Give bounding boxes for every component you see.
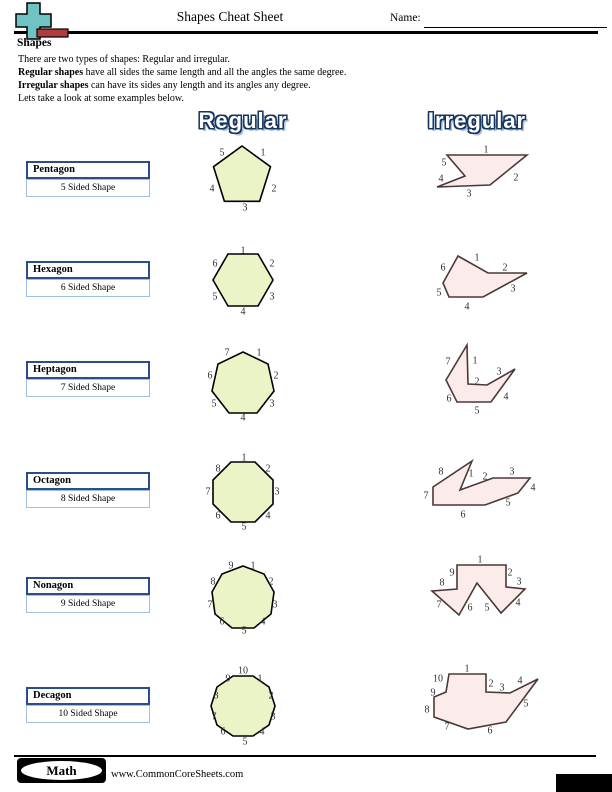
regular-decagon-side-number: 3 — [270, 711, 276, 723]
intro-line-2-bold: Regular shapes — [18, 67, 84, 78]
irregular-nonagon-side-number: 6 — [467, 602, 473, 614]
irregular-octagon-side-number: 7 — [423, 490, 429, 502]
irregular-heptagon-side-number: 5 — [474, 405, 480, 417]
regular-nonagon-side-number: 8 — [210, 576, 216, 588]
irregular-nonagon-side-number: 9 — [449, 567, 455, 579]
regular-octagon-side-number: 1 — [241, 452, 247, 464]
regular-heptagon-shape — [212, 352, 274, 413]
regular-hexagon-shape — [213, 254, 273, 306]
intro-line-3-rest: can have its sides any length and its angles any degree. — [88, 80, 311, 91]
regular-decagon-side-number: 4 — [259, 726, 265, 738]
irregular-heptagon-side-number: 6 — [446, 393, 452, 405]
irregular-nonagon-side-number: 1 — [477, 554, 483, 566]
website-url: www.CommonCoreSheets.com — [111, 769, 244, 780]
irregular-decagon-side-number: 4 — [517, 675, 523, 687]
regular-octagon-side-number: 2 — [265, 463, 271, 475]
regular-pentagon-side-number: 1 — [260, 147, 266, 159]
irregular-nonagon-side-number: 7 — [436, 599, 442, 611]
regular-nonagon-side-number: 1 — [250, 560, 256, 572]
regular-pentagon-side-number: 3 — [242, 202, 248, 214]
shape-name-nonagon: Nonagon — [26, 577, 150, 595]
regular-nonagon-side-number: 3 — [272, 599, 278, 611]
irregular-decagon-side-number: 7 — [444, 721, 450, 733]
regular-hexagon-side-number: 1 — [240, 245, 246, 257]
regular-heptagon-side-number: 3 — [269, 398, 275, 410]
regular-octagon-side-number: 5 — [241, 521, 247, 533]
regular-decagon-side-number: 1 — [257, 673, 263, 685]
subject-badge-ellipse — [21, 761, 102, 780]
irregular-heptagon-side-number: 3 — [496, 366, 502, 378]
regular-heptagon-side-number: 6 — [207, 370, 213, 382]
regular-nonagon-side-number: 6 — [219, 616, 225, 628]
irregular-pentagon-side-number: 5 — [441, 157, 447, 169]
shape-name-octagon: Octagon — [26, 472, 150, 490]
irregular-nonagon-side-number: 8 — [439, 577, 445, 589]
intro-line-4: Lets take a look at some examples below. — [18, 93, 184, 104]
name-label: Name: — [390, 12, 421, 24]
irregular-hexagon-side-number: 3 — [510, 283, 516, 295]
irregular-octagon-side-number: 2 — [482, 471, 488, 483]
regular-heptagon-side-number: 1 — [256, 347, 262, 359]
shape-subtitle-decagon: 10 Sided Shape — [26, 705, 150, 723]
regular-octagon-side-number: 4 — [265, 510, 271, 522]
subject-badge-label: Math — [46, 762, 77, 778]
regular-hexagon-side-number: 2 — [269, 258, 275, 270]
regular-hexagon-side-number: 4 — [240, 306, 246, 318]
irregular-decagon-side-number: 6 — [487, 725, 493, 737]
shape-name-hexagon: Hexagon — [26, 261, 150, 279]
irregular-decagon-side-number: 10 — [433, 673, 443, 685]
irregular-nonagon-side-number: 5 — [484, 602, 490, 614]
irregular-decagon-side-number: 9 — [430, 687, 436, 699]
regular-decagon-side-number: 5 — [242, 736, 248, 748]
irregular-nonagon-side-number: 4 — [515, 597, 521, 609]
page-title: Shapes Cheat Sheet — [176, 9, 284, 24]
irregular-pentagon-side-number: 4 — [438, 173, 444, 185]
shape-subtitle-octagon: 8 Sided Shape — [26, 490, 150, 508]
regular-hexagon-side-number: 3 — [269, 291, 275, 303]
footer-rule — [14, 755, 596, 757]
shape-subtitle-nonagon: 9 Sided Shape — [26, 595, 150, 613]
shape-subtitle-heptagon: 7 Sided Shape — [26, 379, 150, 397]
regular-heptagon-side-number: 4 — [240, 412, 246, 424]
section-heading: Shapes — [17, 37, 52, 49]
regular-pentagon-side-number: 2 — [271, 183, 277, 195]
regular-heptagon-side-number: 2 — [273, 370, 279, 382]
regular-nonagon-side-number: 2 — [268, 576, 274, 588]
regular-octagon-side-number: 3 — [274, 486, 280, 498]
regular-pentagon-side-number: 4 — [209, 183, 215, 195]
irregular-decagon-side-number: 1 — [464, 663, 470, 675]
irregular-decagon-side-number: 3 — [499, 682, 505, 694]
irregular-decagon-side-number: 2 — [488, 678, 494, 690]
regular-octagon-shape — [213, 462, 273, 522]
regular-nonagon-side-number: 9 — [228, 560, 234, 572]
column-header-irregular: Irregular — [427, 108, 527, 133]
regular-heptagon-side-number: 7 — [224, 347, 230, 359]
irregular-octagon-side-number: 3 — [509, 466, 515, 478]
regular-decagon-side-number: 8 — [213, 690, 219, 702]
regular-decagon-side-number: 7 — [211, 711, 217, 723]
regular-nonagon-side-number: 5 — [241, 625, 247, 637]
irregular-pentagon-side-number: 3 — [466, 188, 472, 200]
irregular-octagon-shape — [433, 461, 530, 505]
irregular-heptagon-side-number: 4 — [503, 391, 509, 403]
irregular-octagon-side-number: 4 — [530, 482, 536, 494]
intro-line-3-bold: Irregular shapes — [18, 80, 89, 91]
irregular-heptagon-side-number: 1 — [472, 355, 478, 367]
shape-subtitle-pentagon: 5 Sided Shape — [26, 179, 150, 197]
irregular-hexagon-side-number: 2 — [502, 262, 508, 274]
regular-octagon-side-number: 8 — [215, 463, 221, 475]
regular-octagon-side-number: 6 — [215, 510, 221, 522]
irregular-octagon-side-number: 1 — [468, 468, 474, 480]
shape-name-heptagon: Heptagon — [26, 361, 150, 379]
irregular-heptagon-side-number: 7 — [445, 356, 451, 368]
regular-decagon-side-number: 6 — [220, 726, 226, 738]
irregular-octagon-side-number: 8 — [438, 466, 444, 478]
irregular-octagon-side-number: 6 — [460, 509, 466, 521]
irregular-hexagon-side-number: 1 — [474, 252, 480, 264]
regular-nonagon-side-number: 7 — [207, 599, 213, 611]
irregular-hexagon-side-number: 6 — [440, 262, 446, 274]
regular-octagon-side-number: 7 — [205, 486, 211, 498]
irregular-hexagon-side-number: 4 — [464, 301, 470, 313]
irregular-nonagon-side-number: 3 — [516, 576, 522, 588]
shape-name-pentagon: Pentagon — [26, 161, 150, 179]
shape-subtitle-hexagon: 6 Sided Shape — [26, 279, 150, 297]
regular-hexagon-side-number: 6 — [212, 258, 218, 270]
irregular-nonagon-side-number: 2 — [507, 567, 513, 579]
intro-line-2-rest: have all sides the same length and all the angles the same degree. — [83, 67, 347, 78]
regular-pentagon-side-number: 5 — [219, 147, 225, 159]
intro-line-1: There are two types of shapes: Regular and irregular. — [18, 54, 230, 65]
irregular-heptagon-side-number: 2 — [474, 376, 480, 388]
column-header-regular: Regular — [198, 108, 288, 133]
irregular-octagon-side-number: 5 — [505, 497, 511, 509]
irregular-decagon-side-number: 5 — [523, 698, 529, 710]
page-corner-mark — [556, 774, 612, 792]
irregular-hexagon-side-number: 5 — [436, 287, 442, 299]
regular-decagon-side-number: 10 — [238, 665, 248, 677]
irregular-pentagon-side-number: 2 — [513, 172, 519, 184]
irregular-decagon-side-number: 8 — [424, 704, 430, 716]
regular-decagon-side-number: 9 — [225, 673, 231, 685]
regular-decagon-side-number: 2 — [268, 690, 274, 702]
regular-heptagon-side-number: 5 — [211, 398, 217, 410]
regular-nonagon-side-number: 4 — [260, 616, 266, 628]
shape-name-decagon: Decagon — [26, 687, 150, 705]
regular-hexagon-side-number: 5 — [212, 291, 218, 303]
irregular-pentagon-side-number: 1 — [483, 144, 489, 156]
subject-badge — [17, 758, 106, 783]
